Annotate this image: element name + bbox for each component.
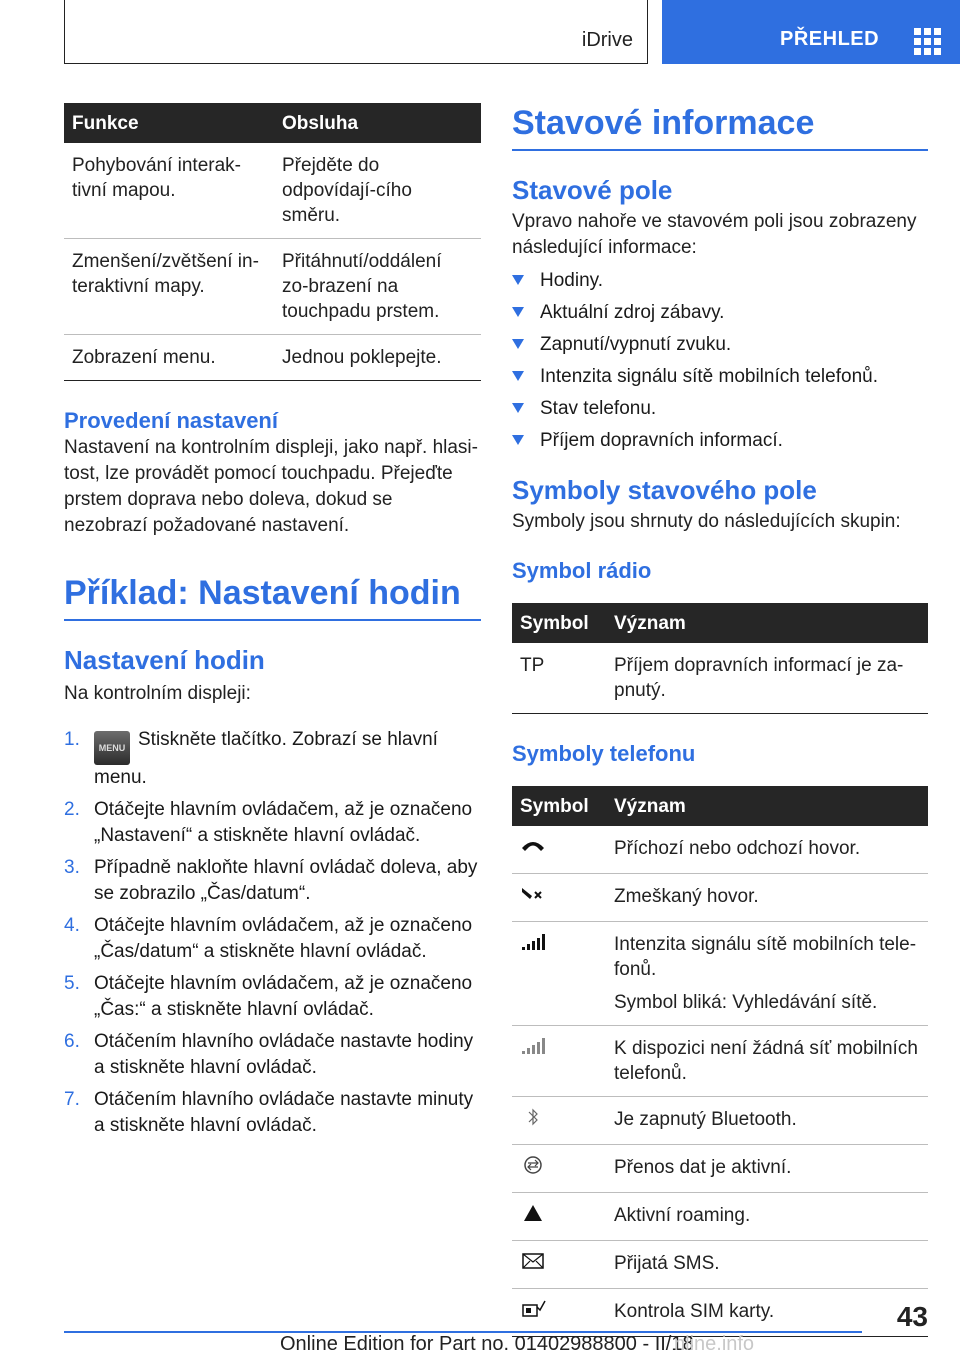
column-header: Symbol [512,786,606,826]
sms-icon [520,1251,546,1271]
sim-check-icon [520,1299,546,1319]
symbol-cell [512,826,606,874]
table-cell [606,922,928,1026]
table-row [512,1026,928,1097]
table-cell: Příchozí nebo odchozí hovor. [606,826,928,874]
table-cell: Zobrazení menu. [64,335,274,381]
row-text: Intenzita signálu sítě mobilních tele-fonů. [614,934,917,980]
step-text: Otáčejte hlavním ovládačem, až je označeno „Čas/datum“ a stiskněte hlavní ovládač. [94,915,473,962]
roaming-icon [520,1203,546,1223]
table-cell: Přenos dat je aktivní. [606,1145,928,1193]
status-field-heading: Stavové pole [512,175,673,205]
table-row [64,239,481,335]
step-text: Stiskněte tlačítko. Zobrazí se hlavní menu. [94,729,438,788]
table-row [64,335,481,381]
list-item [64,971,481,1023]
missed-call-icon [520,884,546,904]
list-item [64,855,481,907]
status-bullets [512,265,928,457]
table-cell: Přejděte do odpovídají-cího směru. [274,143,481,239]
table-cell: Přitáhnutí/oddálení zo-brazení na touchpadu prstem. [274,239,481,335]
symbol-cell [512,1289,606,1337]
step-number: 5. [64,973,80,994]
header-bar [64,0,648,64]
column-header: Funkce [64,103,274,143]
symbol-cell [512,1241,606,1289]
table-cell: Zmeškaný hovor. [606,874,928,922]
list-item [64,727,481,791]
section-title: iDrive [581,29,633,51]
page-number: 43 [896,1301,928,1332]
step-text: Otáčejte hlavním ovládačem, až je označeno „Nastavení“ a stiskněte hlavní ovládač. [94,799,473,846]
symbol-cell [512,874,606,922]
bullet-text: Aktuální zdroj zábavy. [540,302,725,323]
bullet-triangle-icon [512,275,524,285]
table-cell: Přijatá SMS. [606,1241,928,1289]
table-cell: Aktivní roaming. [606,1193,928,1241]
step-number: 6. [64,1031,80,1052]
bullet-text: Zapnutí/vypnutí zvuku. [540,334,732,355]
table-row [512,1241,928,1289]
step-number: 4. [64,915,80,936]
table-cell: K dispozici není žádná síť mobilních telefonů. [606,1026,928,1097]
list-item [512,265,928,297]
table-cell: Zmenšení/zvětšení in-teraktivní mapy. [64,239,274,335]
list-item [512,393,928,425]
radio-table [512,603,928,714]
step-text: Otáčejte hlavním ovládačem, až je označeno „Čas:“ a stiskněte hlavní ovládač. [94,973,473,1020]
settings-heading: Provedení nastavení [64,408,278,433]
grid-icon [914,28,942,56]
no-network-icon [520,1036,546,1056]
bullet-triangle-icon [512,435,524,445]
bullet-triangle-icon [512,371,524,381]
step-number: 1. [64,729,80,750]
symbols-text: Symboly jsou shrnuty do následujících skupin: [512,511,901,532]
list-item [64,1087,481,1139]
table-row [512,922,928,1026]
column-header: Význam [606,786,928,826]
symbol-cell [512,1026,606,1097]
row-note: Symbol bliká: Vyhledávání sítě. [614,992,878,1013]
symbol-cell [512,922,606,1026]
table-cell: Pohybování interak-tivní mapou. [64,143,274,239]
step-text: Otáčením hlavního ovládače nastavte minuty a stiskněte hlavní ovládač. [94,1089,474,1136]
watermark-text: nline.info [674,1333,755,1355]
radio-heading: Symbol rádio [512,558,652,583]
bullet-text: Příjem dopravních informací. [540,430,783,451]
list-item [64,1029,481,1081]
table-row [512,1193,928,1241]
bluetooth-icon [520,1107,546,1127]
steps-list [64,727,481,1139]
phone-heading: Symboly telefonu [512,741,696,766]
table-row [512,874,928,922]
step-text: Případně nakloňte hlavní ovládač doleva, aby se zobrazilo „Čas/datum“. [94,857,478,904]
status-field-text: Vpravo nahoře ve stavovém poli jsou zobrazeny následující informace: [512,211,917,258]
step-text: Otáčením hlavního ovládače nastavte hodiny a stiskněte hlavní ovládač. [94,1031,474,1078]
right-column [512,103,928,1337]
bullet-triangle-icon [512,307,524,317]
table-row [512,1289,928,1337]
signal-strength-icon [520,932,546,952]
list-item [512,361,928,393]
table-cell: Jednou poklepejte. [274,335,481,381]
list-item [512,297,928,329]
clock-intro: Na kontrolním displeji: [64,683,251,704]
bullet-triangle-icon [512,403,524,413]
column-header: Obsluha [274,103,481,143]
step-number: 7. [64,1089,80,1110]
bullet-text: Stav telefonu. [540,398,657,419]
bullet-triangle-icon [512,339,524,349]
clock-heading: Nastavení hodin [64,645,265,675]
phone-call-icon [520,836,546,856]
table-cell: TP [512,643,606,714]
bullet-text: Hodiny. [540,270,604,291]
table-row [512,1097,928,1145]
column-header: Symbol [512,603,606,643]
overview-tab[interactable] [662,0,960,64]
controls-table [64,103,481,381]
left-column [64,103,481,1145]
list-item [64,913,481,965]
table-cell: Kontrola SIM karty. [606,1289,928,1337]
settings-text: Nastavení na kontrolním displeji, jako např. hlasi-tost, lze provádět pomocí touchpadu. Přejeďte prstem doprava nebo doleva, dokud se nezobrazí požadované nastavení. [64,437,478,536]
menu-button-icon: MENU [94,731,130,765]
status-heading: Stavové informace [512,103,928,151]
symbols-heading: Symboly stavového pole [512,475,817,505]
step-number: 2. [64,799,80,820]
symbol-cell [512,1145,606,1193]
table-cell: Příjem dopravních informací je za-pnutý. [606,643,928,714]
example-heading: Příklad: Nastavení hodin [64,573,481,621]
symbol-cell [512,1097,606,1145]
overview-tab-label: PŘEHLED [780,28,880,50]
table-row [64,143,481,239]
edition-text: Online Edition for Part no. 01402988800 - II/18 [280,1333,694,1355]
data-transfer-icon [520,1155,546,1175]
table-cell: Je zapnutý Bluetooth. [606,1097,928,1145]
list-item [512,425,928,457]
table-row [512,1145,928,1193]
bullet-text: Intenzita signálu sítě mobilních telefonů. [540,366,878,387]
symbol-cell [512,1193,606,1241]
phone-table [512,786,928,1337]
table-row [512,826,928,874]
list-item [64,797,481,849]
step-number: 3. [64,857,80,878]
list-item [512,329,928,361]
column-header: Význam [606,603,928,643]
table-row [512,643,928,714]
